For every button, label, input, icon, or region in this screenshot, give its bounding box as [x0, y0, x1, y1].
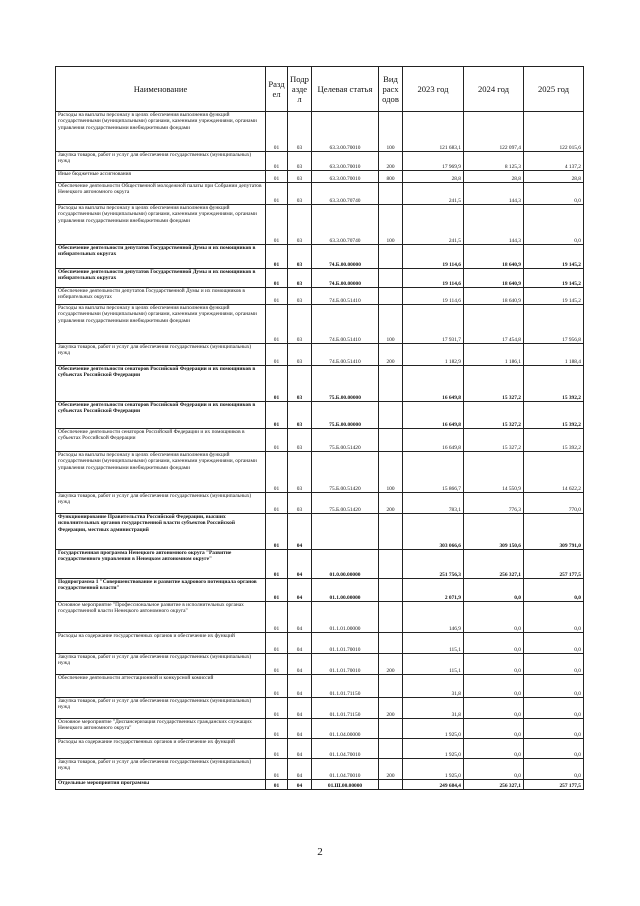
cell-2024: 0,0 — [464, 759, 524, 780]
cell-target: 74.Б.00.00000 — [312, 245, 379, 269]
cell-name: Закупка товаров, работ и услуг для обеспечения государственных (муниципальных) нужд — [56, 493, 266, 514]
cell-target: 75.Б.00.00000 — [312, 366, 379, 402]
col-header-2023: 2023 год — [403, 67, 464, 112]
cell-podrazdel: 04 — [288, 633, 312, 654]
table-row — [56, 780, 584, 790]
cell-name: Закупка товаров, работ и услуг для обеспечения государственных (муниципальных) нужд — [56, 759, 266, 780]
cell-2023: 19 114,6 — [403, 269, 464, 288]
cell-2023: 249 684,4 — [403, 780, 464, 790]
cell-2024: 0,0 — [464, 698, 524, 719]
cell-target: 75.Б.00.00000 — [312, 402, 379, 429]
cell-podrazdel: 03 — [288, 288, 312, 305]
table-row — [56, 402, 584, 429]
cell-2023: 2 071,9 — [403, 579, 464, 602]
cell-podrazdel: 03 — [288, 269, 312, 288]
cell-2023: 303 066,6 — [403, 514, 464, 550]
cell-razdel: 01 — [266, 183, 288, 205]
cell-2024: 0,0 — [464, 633, 524, 654]
cell-podrazdel: 03 — [288, 452, 312, 493]
cell-razdel: 01 — [266, 550, 288, 579]
cell-name: Обеспечение деятельности депутатов Государственной Думы и их помощников в избирательных округах — [56, 269, 266, 288]
cell-target: 75.Б.00.51420 — [312, 429, 379, 452]
cell-razdel: 01 — [266, 429, 288, 452]
cell-2025: 122 015,6 — [524, 112, 584, 152]
cell-target: 63.3.00.70010 — [312, 171, 379, 183]
cell-2024: 0,0 — [464, 602, 524, 633]
cell-2023: 1 925,0 — [403, 739, 464, 759]
cell-name: Закупка товаров, работ и услуг для обеспечения государственных (муниципальных) нужд — [56, 698, 266, 719]
cell-2023: 115,1 — [403, 633, 464, 654]
table-row — [56, 152, 584, 171]
cell-name: Обеспечение деятельности аттестационной и конкурсной комиссий — [56, 675, 266, 698]
cell-razdel: 01 — [266, 288, 288, 305]
table-row — [56, 269, 584, 288]
table-row — [56, 366, 584, 402]
cell-name: Закупка товаров, работ и услуг для обеспечения государственных (муниципальных) нужд — [56, 344, 266, 366]
cell-2024: 144,3 — [464, 205, 524, 245]
cell-2024: 18 640,9 — [464, 269, 524, 288]
cell-vid — [379, 402, 403, 429]
cell-2025: 15 392,2 — [524, 402, 584, 429]
table-row — [56, 550, 584, 579]
cell-vid: 100 — [379, 112, 403, 152]
cell-name: Подпрограмма 1 "Совершенствование и развитие кадрового потенциала органов государственной власти" — [56, 579, 266, 602]
cell-2024: 144,3 — [464, 183, 524, 205]
cell-razdel: 01 — [266, 452, 288, 493]
cell-2024: 0,0 — [464, 739, 524, 759]
cell-2023: 16 649,8 — [403, 429, 464, 452]
cell-2025: 257 177,5 — [524, 550, 584, 579]
cell-2023: 121 683,1 — [403, 112, 464, 152]
cell-target: 01.1.01.70010 — [312, 633, 379, 654]
cell-podrazdel: 03 — [288, 366, 312, 402]
cell-2023: 241,5 — [403, 183, 464, 205]
table-row — [56, 675, 584, 698]
cell-podrazdel: 04 — [288, 602, 312, 633]
cell-vid: 200 — [379, 493, 403, 514]
cell-vid — [379, 579, 403, 602]
table-row — [56, 305, 584, 344]
cell-2025: 19 145,2 — [524, 288, 584, 305]
cell-vid: 200 — [379, 759, 403, 780]
cell-2024: 309 150,6 — [464, 514, 524, 550]
cell-target: 01.1.01.71150 — [312, 698, 379, 719]
cell-podrazdel: 03 — [288, 152, 312, 171]
cell-name: Обеспечение деятельности сенаторов Российской Федерации и их помощников в субъектах Российской Федерации — [56, 402, 266, 429]
cell-podrazdel: 03 — [288, 171, 312, 183]
cell-name: Государственная программа Ненецкого автономного округа "Развитие государственного управления в Ненецком автономном округе" — [56, 550, 266, 579]
cell-2023: 31,8 — [403, 675, 464, 698]
cell-2023: 16 649,8 — [403, 366, 464, 402]
cell-2025: 309 791,0 — [524, 514, 584, 550]
cell-2024: 256 327,1 — [464, 780, 524, 790]
cell-name: Обеспечение деятельности Общественной молодежной палаты при Собрании депутатов Ненецкого автономного округа — [56, 183, 266, 205]
col-header-razdel: Разд ел — [266, 67, 288, 112]
cell-razdel: 01 — [266, 305, 288, 344]
cell-vid: 200 — [379, 344, 403, 366]
cell-name: Расходы на выплаты персоналу в целях обеспечения выполнения функций государственными (муниципальными) органами, казенными учреждениями, органами управления государственными внебюджетными фондами — [56, 452, 266, 493]
cell-podrazdel: 04 — [288, 550, 312, 579]
cell-2025: 0,0 — [524, 675, 584, 698]
cell-2023: 783,1 — [403, 493, 464, 514]
table-row — [56, 183, 584, 205]
cell-2025: 1 188,4 — [524, 344, 584, 366]
cell-razdel: 01 — [266, 759, 288, 780]
cell-podrazdel: 04 — [288, 675, 312, 698]
cell-2024: 15 327,2 — [464, 366, 524, 402]
cell-2024: 776,3 — [464, 493, 524, 514]
cell-2023: 115,1 — [403, 654, 464, 675]
cell-vid — [379, 514, 403, 550]
cell-vid — [379, 366, 403, 402]
table-header-row — [56, 67, 584, 112]
cell-2024: 0,0 — [464, 654, 524, 675]
cell-name: Иные бюджетные ассигнования — [56, 171, 266, 183]
cell-razdel: 01 — [266, 112, 288, 152]
table-row — [56, 205, 584, 245]
cell-2023: 1 925,0 — [403, 719, 464, 739]
cell-razdel: 01 — [266, 402, 288, 429]
table-body — [56, 112, 584, 790]
cell-name: Закупка товаров, работ и услуг для обеспечения государственных (муниципальных) нужд — [56, 152, 266, 171]
col-header-vid: Вид расх одов — [379, 67, 403, 112]
cell-target: 63.3.00.70740 — [312, 183, 379, 205]
cell-razdel: 01 — [266, 602, 288, 633]
cell-target: 01.1.01.00000 — [312, 602, 379, 633]
cell-name: Обеспечение деятельности сенаторов Российской Федерации и их помощников в субъектах Российской Федерации — [56, 429, 266, 452]
cell-podrazdel: 03 — [288, 205, 312, 245]
cell-vid — [379, 550, 403, 579]
cell-razdel: 01 — [266, 719, 288, 739]
cell-2023: 19 114,6 — [403, 245, 464, 269]
cell-2023: 16 649,8 — [403, 402, 464, 429]
cell-target: 01.1.04.70010 — [312, 739, 379, 759]
cell-2024: 17 454,8 — [464, 305, 524, 344]
cell-2023: 241,5 — [403, 205, 464, 245]
cell-name: Обеспечение деятельности депутатов Государственной Думы и их помощников в избирательных округах — [56, 245, 266, 269]
cell-razdel: 01 — [266, 493, 288, 514]
cell-vid: 200 — [379, 152, 403, 171]
cell-2024: 15 327,2 — [464, 429, 524, 452]
cell-razdel: 01 — [266, 152, 288, 171]
table-row — [56, 288, 584, 305]
cell-2023: 19 114,6 — [403, 288, 464, 305]
cell-name: Расходы на выплаты персоналу в целях обеспечения выполнения функций государственными (муниципальными) органами, казенными учреждениями, органами управления государственными внебюджетными фондами — [56, 205, 266, 245]
cell-name: Отдельные мероприятия программы — [56, 780, 266, 790]
col-header-2024: 2024 год — [464, 67, 524, 112]
cell-2024: 18 640,9 — [464, 245, 524, 269]
cell-name: Расходы на содержание государственных органов и обеспечение их функций — [56, 739, 266, 759]
cell-podrazdel: 04 — [288, 698, 312, 719]
cell-target: 74.Б.00.51410 — [312, 305, 379, 344]
cell-vid: 200 — [379, 654, 403, 675]
cell-target: 63.3.00.70010 — [312, 152, 379, 171]
cell-vid: 100 — [379, 205, 403, 245]
table-row — [56, 602, 584, 633]
cell-razdel: 01 — [266, 171, 288, 183]
cell-razdel: 01 — [266, 205, 288, 245]
cell-target: 01.Ш.00.00000 — [312, 780, 379, 790]
cell-vid — [379, 739, 403, 759]
cell-podrazdel: 04 — [288, 654, 312, 675]
cell-2025: 0,0 — [524, 759, 584, 780]
cell-vid — [379, 633, 403, 654]
budget-table — [55, 66, 584, 790]
cell-name: Основное мероприятие "Профессиональное развитие в исполнительных органах государственной власти Ненецкого автономного округа" — [56, 602, 266, 633]
cell-2024: 0,0 — [464, 579, 524, 602]
cell-vid — [379, 288, 403, 305]
cell-2023: 251 756,3 — [403, 550, 464, 579]
cell-2024: 8 125,3 — [464, 152, 524, 171]
cell-vid — [379, 719, 403, 739]
cell-target: 01.1.01.70010 — [312, 654, 379, 675]
cell-podrazdel: 03 — [288, 305, 312, 344]
cell-vid — [379, 780, 403, 790]
cell-2025: 257 177,5 — [524, 780, 584, 790]
cell-2023: 28,8 — [403, 171, 464, 183]
cell-razdel: 01 — [266, 344, 288, 366]
cell-name: Основное мероприятие "Диспансеризация государственных гражданских служащих Ненецкого автономного округа" — [56, 719, 266, 739]
cell-2024: 28,8 — [464, 171, 524, 183]
cell-2024: 256 327,1 — [464, 550, 524, 579]
cell-razdel: 01 — [266, 675, 288, 698]
cell-target: 75.Б.00.51420 — [312, 452, 379, 493]
cell-2025: 0,0 — [524, 633, 584, 654]
cell-target: 01.1.00.00000 — [312, 579, 379, 602]
col-header-2025: 2025 год — [524, 67, 584, 112]
cell-2024: 14 550,9 — [464, 452, 524, 493]
cell-target: 01.1.04.00000 — [312, 719, 379, 739]
table-row — [56, 245, 584, 269]
cell-vid: 200 — [379, 698, 403, 719]
cell-target: 75.Б.00.51420 — [312, 493, 379, 514]
cell-vid — [379, 602, 403, 633]
cell-target: 01.0.00.00000 — [312, 550, 379, 579]
cell-2024: 15 327,2 — [464, 402, 524, 429]
cell-podrazdel: 04 — [288, 739, 312, 759]
table-row — [56, 698, 584, 719]
cell-razdel: 01 — [266, 579, 288, 602]
cell-2025: 0,0 — [524, 602, 584, 633]
cell-target: 74.Б.00.51410 — [312, 344, 379, 366]
cell-razdel: 01 — [266, 514, 288, 550]
cell-2024: 1 186,1 — [464, 344, 524, 366]
table-row — [56, 579, 584, 602]
table-row — [56, 739, 584, 759]
cell-vid — [379, 269, 403, 288]
cell-vid: 100 — [379, 452, 403, 493]
cell-razdel: 01 — [266, 245, 288, 269]
cell-razdel: 01 — [266, 654, 288, 675]
cell-vid — [379, 675, 403, 698]
cell-2024: 0,0 — [464, 675, 524, 698]
cell-2025: 17 956,8 — [524, 305, 584, 344]
cell-podrazdel: 03 — [288, 493, 312, 514]
cell-name: Расходы на выплаты персоналу в целях обеспечения выполнения функций государственными (муниципальными) органами, казенными учреждениями, органами управления государственными внебюджетными фондами — [56, 112, 266, 152]
cell-2025: 19 145,2 — [524, 245, 584, 269]
table-row — [56, 344, 584, 366]
cell-name: Расходы на выплаты персоналу в целях обеспечения выполнения функций государственными (муниципальными) органами, казенными учреждениями, органами управления государственными внебюджетными фондами — [56, 305, 266, 344]
page-number: 2 — [317, 846, 323, 858]
table-row — [56, 633, 584, 654]
col-header-podrazdel: Подр азде л — [288, 67, 312, 112]
cell-target — [312, 514, 379, 550]
cell-2023: 146,9 — [403, 602, 464, 633]
cell-2025: 0,0 — [524, 698, 584, 719]
cell-target: 01.1.01.71150 — [312, 675, 379, 698]
cell-2024: 18 640,9 — [464, 288, 524, 305]
cell-name: Обеспечение деятельности сенаторов Российской Федерации и их помощников в субъектах Российской Федерации — [56, 366, 266, 402]
cell-podrazdel: 03 — [288, 245, 312, 269]
cell-name: Обеспечение деятельности депутатов Государственной Думы и их помощников в избирательных округах — [56, 288, 266, 305]
cell-razdel: 01 — [266, 633, 288, 654]
cell-podrazdel: 03 — [288, 112, 312, 152]
table-row — [56, 759, 584, 780]
cell-2023: 1 182,9 — [403, 344, 464, 366]
table-row — [56, 452, 584, 493]
cell-razdel: 01 — [266, 780, 288, 790]
table-row — [56, 654, 584, 675]
cell-razdel: 01 — [266, 698, 288, 719]
cell-razdel: 01 — [266, 366, 288, 402]
cell-name: Закупка товаров, работ и услуг для обеспечения государственных (муниципальных) нужд — [56, 654, 266, 675]
cell-podrazdel: 04 — [288, 514, 312, 550]
cell-2025: 4 137,2 — [524, 152, 584, 171]
col-header-target: Целевая статья — [312, 67, 379, 112]
cell-target: 63.3.00.70740 — [312, 205, 379, 245]
cell-name: Функционирование Правительства Российской Федерации, высших исполнительных органов государственной власти субъектов Российской Федерации, местных администраций — [56, 514, 266, 550]
cell-podrazdel: 04 — [288, 759, 312, 780]
cell-2025: 770,0 — [524, 493, 584, 514]
cell-2025: 15 392,2 — [524, 429, 584, 452]
cell-2025: 0,0 — [524, 579, 584, 602]
cell-2023: 17 931,7 — [403, 305, 464, 344]
cell-2023: 17 969,9 — [403, 152, 464, 171]
cell-vid: 800 — [379, 171, 403, 183]
cell-2025: 0,0 — [524, 654, 584, 675]
cell-vid — [379, 183, 403, 205]
cell-2023: 15 866,7 — [403, 452, 464, 493]
table-row — [56, 112, 584, 152]
cell-podrazdel: 03 — [288, 344, 312, 366]
cell-target: 01.1.04.70010 — [312, 759, 379, 780]
cell-2024: 122 097,4 — [464, 112, 524, 152]
cell-target: 74.Б.00.00000 — [312, 269, 379, 288]
cell-name: Расходы на содержание государственных органов и обеспечение их функций — [56, 633, 266, 654]
cell-vid — [379, 429, 403, 452]
cell-2024: 0,0 — [464, 719, 524, 739]
cell-vid: 100 — [379, 305, 403, 344]
table-row — [56, 719, 584, 739]
cell-2023: 31,8 — [403, 698, 464, 719]
table-row — [56, 514, 584, 550]
cell-2025: 0,0 — [524, 719, 584, 739]
cell-podrazdel: 04 — [288, 579, 312, 602]
cell-2025: 15 392,2 — [524, 366, 584, 402]
cell-podrazdel: 03 — [288, 402, 312, 429]
cell-podrazdel: 04 — [288, 719, 312, 739]
cell-2025: 0,0 — [524, 205, 584, 245]
cell-2025: 19 145,2 — [524, 269, 584, 288]
table-row — [56, 171, 584, 183]
table-row — [56, 429, 584, 452]
cell-podrazdel: 03 — [288, 183, 312, 205]
cell-2025: 0,0 — [524, 739, 584, 759]
cell-vid — [379, 245, 403, 269]
table-row — [56, 493, 584, 514]
cell-target: 63.3.00.70010 — [312, 112, 379, 152]
cell-2025: 0,0 — [524, 183, 584, 205]
cell-2023: 1 925,0 — [403, 759, 464, 780]
cell-2025: 28,8 — [524, 171, 584, 183]
col-header-name: Наименование — [56, 67, 266, 112]
cell-podrazdel: 03 — [288, 429, 312, 452]
cell-razdel: 01 — [266, 269, 288, 288]
cell-razdel: 01 — [266, 739, 288, 759]
cell-podrazdel: 04 — [288, 780, 312, 790]
cell-target: 74.Б.00.51410 — [312, 288, 379, 305]
cell-2025: 14 622,2 — [524, 452, 584, 493]
